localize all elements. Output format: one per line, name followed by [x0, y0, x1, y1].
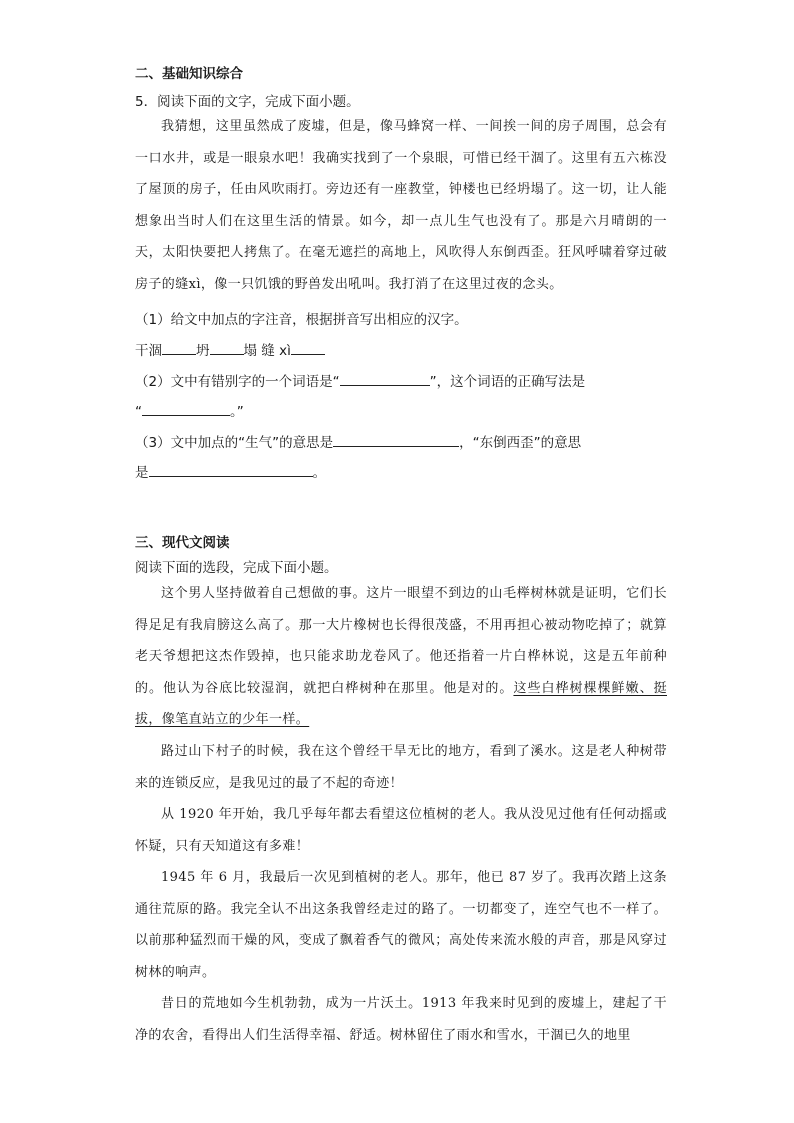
sub-question-3-text: 是: [135, 465, 149, 481]
sub-question-3-text: （3）文中加点的“生气”的意思是: [135, 435, 334, 451]
passage-paragraph-2: 路过山下村子的时候，我在这个曾经干旱无比的地方，看到了溪水。这是老人种树带来的连锁反应，是我见过的最了不起的奇迹！: [135, 744, 667, 791]
answer-blank[interactable]: [149, 463, 313, 477]
underlined-sentence: 这些白桦树棵棵鲜嫩、挺拔，像笔直站立的少年一样。: [135, 680, 667, 728]
quote-mark: 。”: [230, 404, 244, 420]
word-ta: 塌: [243, 343, 257, 359]
word-tan: 坍: [196, 343, 210, 359]
sub-question-3: [135, 431, 665, 451]
sub-question-1-answers: [135, 339, 665, 359]
sub-question-3-text: 。: [312, 465, 326, 481]
paragraph-text: 这个男人坚持做着自己想做的事。这片一眼望不到边的山毛榉树林就是证明，它们长得足足有我肩膀这么高了。那一大片橡树也长得很茂盛，不用再担心被动物吃掉了；就算老天爷想把这杰作毁掉，也只能求助龙卷风了。他还指着一片白桦林说，这是五年前种的。他认为谷底比较湿润，就把白桦树种在那里。他是对的。: [135, 586, 667, 696]
reading-intro: 阅读下面的选段，完成下面小题。: [135, 560, 338, 576]
section-heading: 三、现代文阅读: [135, 535, 230, 551]
answer-blank[interactable]: [210, 341, 244, 355]
sub-question-3-text: ，“东倒西歪”的意思: [459, 435, 582, 451]
reading-passage: 我猜想，这里虽然成了废墟，但是，像马蜂窝一样、一间挨一间的房子周围，总会有一口水井，或是一眼泉水吧！我确实找到了一个泉眼，可惜已经干涸了。这里有五六栋没了屋顶的房子，任由风吹雨打。旁边还有一座教堂，钟楼也已经坍塌了。这一切，让人能想象出当时人们在这里生活的情景。如今，却一点儿生气也没有了。那是六月晴朗的一天，太阳快要把人拷焦了。在毫无遮拦的高地上，风吹得人东倒西歪。狂风呼啸着穿过破房子的缝xì，像一只饥饿的野兽发出吼叫。我打消了在这里过夜的念头。: [135, 119, 667, 292]
question-prompt: 5．阅读下面的文字，完成下面小题。: [135, 94, 360, 110]
answer-blank[interactable]: [340, 372, 430, 386]
section-heading: 二、基础知识综合: [135, 66, 243, 82]
word-feng-xi: 缝 xì: [261, 343, 291, 359]
passage-paragraph-1: [135, 578, 667, 736]
passage-paragraph-3: 从 1920 年开始，我几乎每年都去看望这位植树的老人。我从没见过他有任何动摇或怀疑，只有天知道这有多难！: [135, 807, 667, 854]
passage-paragraph-4: 1945 年 6 月，我最后一次见到植树的老人。那年，他已 87 岁了。我再次踏上这条通往荒原的路。我完全认不出这条我曾经走过的路了。一切都变了，连空气也不一样了。以前那种猛烈而干燥的风，变成了飘着香气的微风；高处传来流水般的声音，那是风穿过树林的响声。: [135, 870, 667, 980]
passage-paragraph-5: 昔日的荒地如今生机勃勃，成为一片沃土。1913 年我来时见到的废墟上，建起了干净的农舍，看得出人们生活得幸福、舒适。树林留住了雨水和雪水，干涸已久的地里: [135, 996, 667, 1043]
answer-blank[interactable]: [162, 341, 196, 355]
word-gan-he: 干涸: [135, 343, 162, 359]
answer-blank[interactable]: [333, 433, 459, 447]
sub-question-2-text: （2）文中有错别字的一个词语是“: [135, 374, 340, 390]
sub-question-2-continued: [135, 400, 665, 420]
sub-question-2: [135, 370, 665, 390]
sub-question-2-text: ”，这个词语的正确写法是: [429, 374, 586, 390]
sub-question-1: （1）给文中加点的字注音，根据拼音写出相应的汉字。: [135, 312, 468, 328]
answer-blank[interactable]: [291, 341, 325, 355]
sub-question-3-continued: [135, 461, 665, 481]
answer-blank[interactable]: [142, 402, 230, 416]
quote-mark: “: [135, 404, 142, 420]
